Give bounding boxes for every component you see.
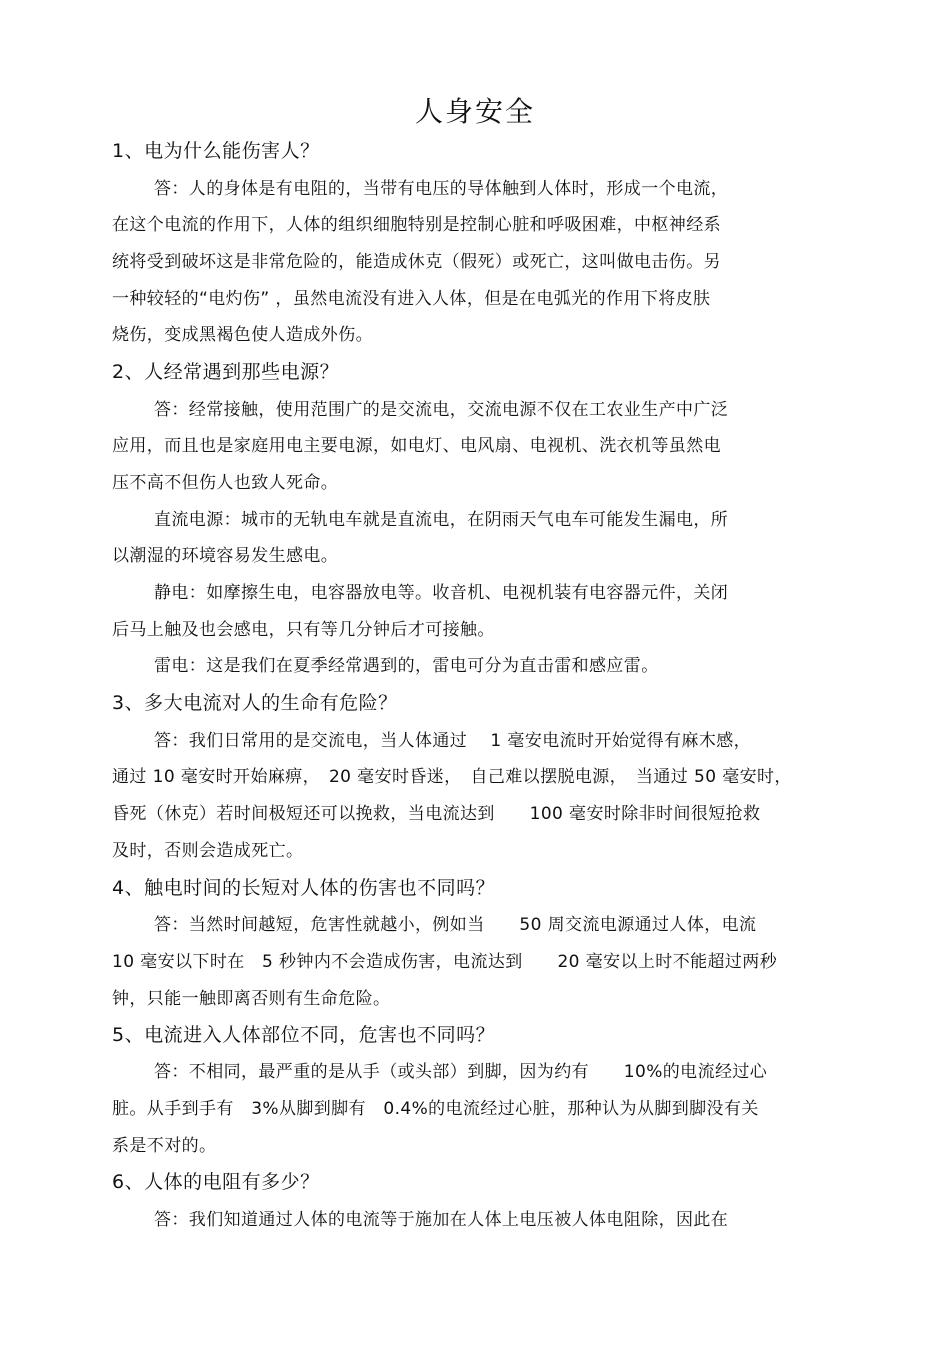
answer-line: 一种较轻的“电灼伤” ，虽然电流没有进入人体，但是在电弧光的作用下将皮肤 xyxy=(112,289,711,309)
answer-line: 后马上触及也会感电，只有等几分钟后才可接触。 xyxy=(112,620,495,640)
answer-line: 脏。从手到手有 3%从脚到脚有 0.4%的电流经过心脏，那种认为从脚到脚没有关 xyxy=(112,1099,759,1119)
page-title: 人身安全 xyxy=(414,95,535,128)
answer-line: 钟，只能一触即离否则有生命危险。 xyxy=(112,989,391,1009)
answer-line: 直流电源：城市的无轨电车就是直流电，在阴雨天气电车可能发生漏电，所 xyxy=(154,510,729,530)
answer-line: 答：当然时间越短，危害性就越小，例如当 50 周交流电源通过人体，电流 xyxy=(154,915,757,935)
question-6: 6、人体的电阻有多少？ xyxy=(112,1171,320,1193)
answer-line: 昏死（休克）若时间极短还可以挽救，当电流达到 100 毫安时除非时间很短抢救 xyxy=(112,804,761,824)
answer-line: 答：我们日常用的是交流电，当人体通过 1 毫安电流时开始觉得有麻木感， xyxy=(154,731,752,751)
answer-line: 应用，而且也是家庭用电主要电源，如电灯、电风扇、电视机、洗衣机等虽然电 xyxy=(112,436,721,456)
answer-line: 答：我们知道通过人体的电流等于施加在人体上电压被人体电阻除，因此在 xyxy=(154,1210,729,1230)
answer-line: 烧伤，变成黑褐色使人造成外伤。 xyxy=(112,325,373,345)
answer-line: 系是不对的。 xyxy=(112,1136,217,1156)
answer-line: 及时，否则会造成死亡。 xyxy=(112,841,304,861)
answer-line: 在这个电流的作用下，人体的组织细胞特别是控制心脏和呼吸困难，中枢神经系 xyxy=(112,215,721,235)
answer-line: 答：经常接触，使用范围广的是交流电，交流电源不仅在工农业生产中广泛 xyxy=(154,400,729,420)
question-2: 2、人经常遇到那些电源？ xyxy=(112,361,340,383)
answer-line: 压不高不但伤人也致人死命。 xyxy=(112,473,339,493)
answer-line: 答：不相同，最严重的是从手（或头部）到脚，因为约有 10%的电流经过心 xyxy=(154,1062,768,1082)
question-5: 5、电流进入人体部位不同，危害也不同吗？ xyxy=(112,1024,496,1046)
answer-line: 通过 10 毫安时开始麻痹， 20 毫安时昏迷， 自己难以摆脱电源， 当通过 50 毫安时， xyxy=(112,767,792,787)
question-1: 1、电为什么能伤害人？ xyxy=(112,140,320,162)
answer-line: 静电：如摩擦生电，电容器放电等。收音机、电视机装有电容器元件，关闭 xyxy=(154,583,729,603)
question-3: 3、多大电流对人的生命有危险？ xyxy=(112,692,398,714)
answer-line: 答：人的身体是有电阻的，当带有电压的导体触到人体时，形成一个电流， xyxy=(154,179,729,199)
answer-line: 以潮湿的环境容易发生感电。 xyxy=(112,546,339,566)
answer-line: 10 毫安以下时在 5 秒钟内不会造成伤害，电流达到 20 毫安以上时不能超过两秒 xyxy=(112,952,778,972)
question-4: 4、触电时间的长短对人体的伤害也不同吗？ xyxy=(112,877,496,899)
answer-line: 统将受到破坏这是非常危险的，能造成休克（假死）或死亡，这叫做电击伤。另 xyxy=(112,252,721,272)
answer-line: 雷电：这是我们在夏季经常遇到的，雷电可分为直击雷和感应雷。 xyxy=(154,656,659,676)
